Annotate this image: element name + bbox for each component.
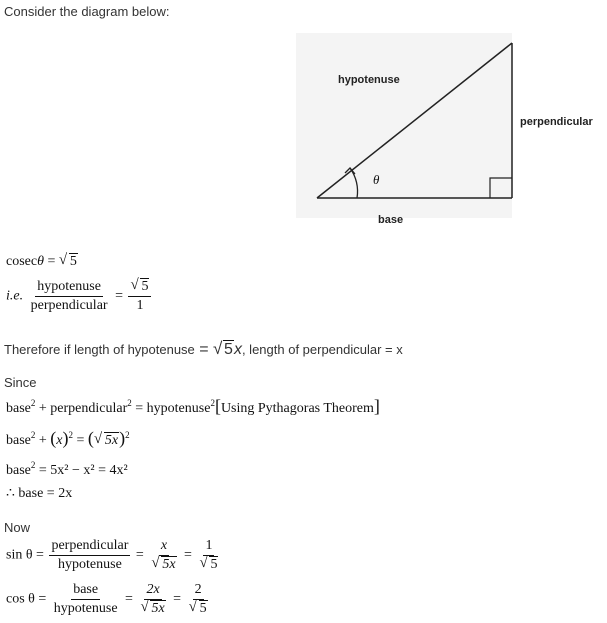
now-label: Now	[4, 520, 31, 535]
pythagoras-line: base$^2$ + perpendicular$^2$ = hypotenuse$^2$[Using Pythagoras Theorem]	[6, 396, 380, 416]
equals-sign: =	[115, 288, 123, 304]
cosec-text: cosec	[6, 254, 38, 269]
cos-equation: cos θ = $\frac{\text{base}}{\text{hypotenuse}}$ = 2x √ 5x = 2 √ 5	[6, 582, 207, 616]
intro-text: Consider the diagram below:	[4, 4, 170, 19]
base-result-line: base$^2$ = 5x² − x² = 4x²	[6, 460, 128, 478]
equals-sign: =	[47, 254, 56, 269]
fraction-numerator: hypotenuse	[35, 279, 103, 297]
sin-equation: sin θ = $\frac{\text{perpendicular}}{\text{hypotenuse}}$ = x √ 5x = 1 √ 5	[6, 538, 218, 572]
fraction-denominator: perpendicular	[30, 298, 108, 313]
perpendicular-label: perpendicular	[520, 116, 593, 128]
therefore-line: Therefore if length of hypotenuse = √ 5x, length of perpendicular = x	[4, 339, 403, 358]
cosec-equation	[6, 254, 78, 270]
base-squared-line: base$^2$ + $(x)^2$ = ( √ 5x)$^2$	[6, 428, 130, 448]
base-label: base	[378, 214, 404, 226]
root5-over-1: √ 5 1	[128, 279, 151, 314]
hypotenuse-label: hypotenuse	[338, 74, 400, 86]
sqrt-5-x: √ 5	[213, 339, 233, 358]
right-angle-marker	[490, 178, 512, 198]
therefore-pre: Therefore if length of hypotenuse	[4, 342, 195, 357]
theta-label: θ	[373, 172, 380, 187]
therefore-post: , length of perpendicular = x	[241, 342, 403, 357]
sqrt-5: √ 5	[58, 252, 77, 269]
ie-text: i.e.	[6, 288, 24, 304]
triangle-hypotenuse-line	[317, 43, 512, 198]
ratio-fraction	[29, 279, 110, 314]
pythagoras-note: Using Pythagoras Theorem	[220, 401, 374, 416]
base-final-line: ∴ base = 2x	[6, 486, 73, 501]
therefore-eq: =	[199, 341, 209, 358]
theta-symbol: θ	[37, 254, 44, 269]
since-label: Since	[4, 375, 37, 390]
ie-equation	[6, 279, 153, 314]
